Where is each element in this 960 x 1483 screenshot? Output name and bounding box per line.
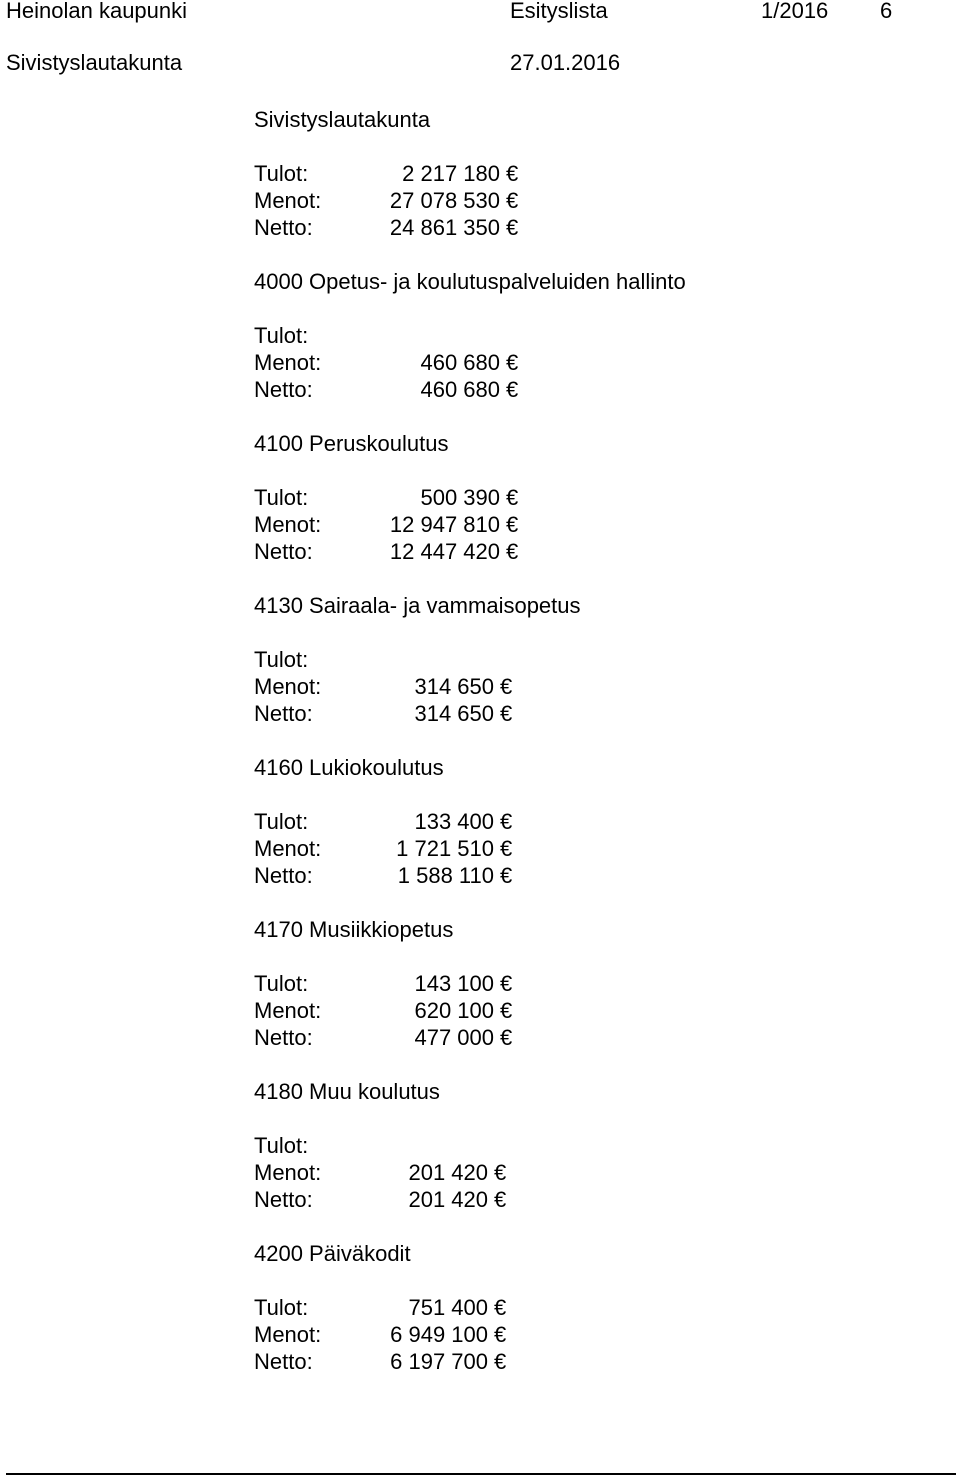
net-row	[254, 1348, 854, 1375]
section-title: 4000 Opetus- ja koulutuspalveluiden hallinto	[254, 269, 686, 294]
currency-symbol: €	[494, 1322, 507, 1347]
net-row	[254, 1024, 854, 1051]
currency-symbol: €	[500, 998, 513, 1023]
income-row	[254, 160, 854, 187]
expenses-label: Menot:	[254, 512, 322, 537]
net-value: 1 588 110	[397, 863, 494, 888]
income-value: 500 390	[420, 485, 500, 510]
net-value: 12 447 420	[389, 539, 500, 564]
currency-symbol: €	[494, 1187, 507, 1212]
net-row	[254, 700, 854, 727]
section-title: 4180 Muu koulutus	[254, 1079, 440, 1104]
document-number: 1/2016	[761, 0, 829, 23]
budget-section	[254, 1078, 854, 1213]
net-label: Netto:	[254, 1187, 313, 1212]
income-row	[254, 808, 854, 835]
currency-symbol: €	[500, 809, 513, 834]
income-label: Tulot:	[254, 809, 309, 834]
section-title: 4200 Päiväkodit	[254, 1241, 411, 1266]
currency-symbol: €	[494, 1160, 507, 1185]
organization-name: Heinolan kaupunki	[6, 0, 188, 23]
net-label: Netto:	[254, 863, 313, 888]
section-title: 4170 Musiikkiopetus	[254, 917, 454, 942]
budget-section	[254, 592, 854, 727]
currency-symbol: €	[506, 215, 519, 240]
budget-summary	[254, 160, 854, 241]
budget-section	[254, 430, 854, 565]
net-label: Netto:	[254, 215, 313, 240]
net-label: Netto:	[254, 539, 313, 564]
expenses-label: Menot:	[254, 998, 322, 1023]
income-label: Tulot:	[254, 323, 309, 348]
section-title: 4100 Peruskoulutus	[254, 431, 449, 456]
currency-symbol: €	[506, 512, 519, 537]
document-type: Esityslista	[510, 0, 608, 23]
budget-section	[254, 1240, 854, 1375]
income-value: 133 400	[414, 809, 494, 834]
net-label: Netto:	[254, 701, 313, 726]
currency-symbol: €	[506, 161, 519, 186]
income-value: 751 400	[408, 1295, 488, 1320]
net-row	[254, 376, 854, 403]
expenses-label: Menot:	[254, 1322, 322, 1347]
expenses-row	[254, 187, 854, 214]
currency-symbol: €	[500, 701, 513, 726]
net-row	[254, 1186, 854, 1213]
page-number: 6	[880, 0, 893, 23]
net-label: Netto:	[254, 1349, 313, 1374]
budget-section	[254, 916, 854, 1051]
budget-section	[254, 754, 854, 889]
net-value: 314 650	[414, 701, 494, 726]
board-name: Sivistyslautakunta	[6, 50, 183, 75]
section-title: 4130 Sairaala- ja vammaisopetus	[254, 593, 581, 618]
currency-symbol: €	[500, 836, 513, 861]
income-value: 143 100	[414, 971, 494, 996]
income-label: Tulot:	[254, 971, 309, 996]
currency-symbol: €	[500, 863, 513, 888]
budget-content	[254, 106, 854, 1402]
expenses-value: 201 420	[408, 1160, 488, 1185]
net-label: Netto:	[254, 377, 313, 402]
currency-symbol: €	[500, 971, 513, 996]
currency-symbol: €	[494, 1295, 507, 1320]
expenses-row	[254, 997, 854, 1024]
income-value: 2 217 180	[402, 161, 500, 186]
income-row	[254, 1294, 854, 1321]
footer-divider	[6, 1473, 956, 1475]
currency-symbol: €	[500, 674, 513, 699]
expenses-label: Menot:	[254, 350, 322, 375]
expenses-row	[254, 1321, 854, 1348]
currency-symbol: €	[506, 350, 519, 375]
income-label: Tulot:	[254, 161, 309, 186]
meeting-date: 27.01.2016	[510, 50, 621, 75]
section-title: 4160 Lukiokoulutus	[254, 755, 444, 780]
budget-section	[254, 268, 854, 403]
expenses-label: Menot:	[254, 1160, 322, 1185]
expenses-row	[254, 349, 854, 376]
income-row	[254, 322, 854, 349]
currency-symbol: €	[500, 1025, 513, 1050]
expenses-row	[254, 511, 854, 538]
currency-symbol: €	[506, 485, 519, 510]
expenses-row	[254, 835, 854, 862]
currency-symbol: €	[506, 377, 519, 402]
income-label: Tulot:	[254, 647, 309, 672]
income-label: Tulot:	[254, 1295, 309, 1320]
net-row	[254, 538, 854, 565]
currency-symbol: €	[494, 1349, 507, 1374]
income-label: Tulot:	[254, 485, 309, 510]
expenses-label: Menot:	[254, 836, 322, 861]
net-value: 6 197 700	[390, 1349, 488, 1374]
expenses-row	[254, 1159, 854, 1186]
expenses-value: 6 949 100	[390, 1322, 488, 1347]
income-row	[254, 1132, 854, 1159]
expenses-value: 1 721 510	[396, 836, 494, 861]
currency-symbol: €	[506, 188, 519, 213]
currency-symbol: €	[506, 539, 519, 564]
expenses-value: 27 078 530	[389, 188, 500, 213]
content-title: Sivistyslautakunta	[254, 107, 431, 132]
net-row	[254, 214, 854, 241]
expenses-row	[254, 673, 854, 700]
net-value: 201 420	[408, 1187, 488, 1212]
expenses-value: 314 650	[414, 674, 494, 699]
income-label: Tulot:	[254, 1133, 309, 1158]
net-row	[254, 862, 854, 889]
net-value: 24 861 350	[389, 215, 500, 240]
expenses-label: Menot:	[254, 674, 322, 699]
expenses-value: 620 100	[414, 998, 494, 1023]
expenses-label: Menot:	[254, 188, 322, 213]
income-row	[254, 484, 854, 511]
expenses-value: 12 947 810	[389, 512, 500, 537]
income-row	[254, 646, 854, 673]
income-row	[254, 970, 854, 997]
net-value: 460 680	[420, 377, 500, 402]
expenses-value: 460 680	[420, 350, 500, 375]
net-value: 477 000	[414, 1025, 494, 1050]
net-label: Netto:	[254, 1025, 313, 1050]
